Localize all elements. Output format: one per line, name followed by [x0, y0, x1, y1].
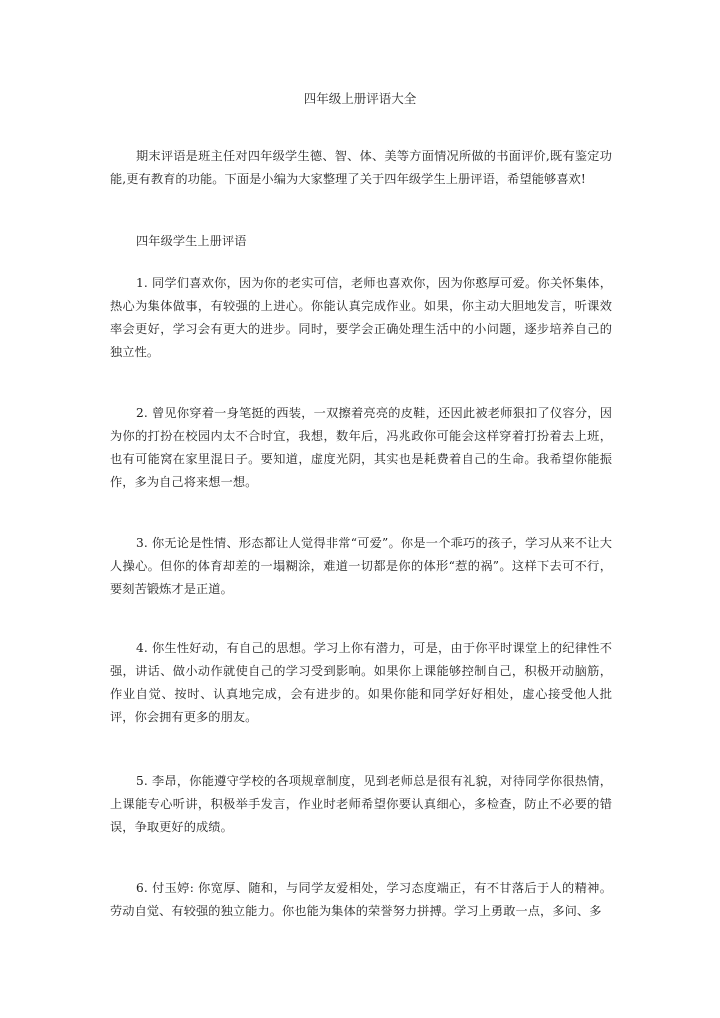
comment-item-3: 3. 你无论是性情、形态都让人觉得非常“可爱”。你是一个乖巧的孩子，学习从来不让大人操心。但你的体育却差的一塌糊涂，难道一切都是你的体形“惹的祸”。这样下去可不行，要刻苦锻炼才是正道。: [110, 536, 612, 596]
intro-paragraph: 期末评语是班主任对四年级学生德、智、体、美等方面情况所做的书面评价,既有鉴定功能,更有教育的功能。下面是小编为大家整理了关于四年级学生上册评语，希望能够喜欢!: [110, 149, 612, 186]
comment-item-5: 5. 李昂，你能遵守学校的各项规章制度，见到老师总是很有礼貌，对待同学你很热情，上课能专心听讲，积极举手发言，作业时老师希望你要认真细心，多检查，防止不必要的错误，争取更好的成绩。: [110, 774, 612, 834]
document-title: 四年级上册评语大全: [303, 91, 417, 106]
comment-item-6: 6. 付玉婷: 你宽厚、随和，与同学友爱相处，学习态度端正，有不甘落后于人的精神。劳动自觉、有较强的独立能力。你也能为集体的荣誉努力拼搏。学习上勇敢一点，多问、多: [110, 881, 612, 918]
section-heading: 四年级学生上册评语: [136, 234, 247, 248]
comment-item-4: 4. 你生性好动，有自己的思想。学习上你有潜力，可是，由于你平时课堂上的纪律性不强，讲话、做小动作就使自己的学习受到影响。如果你上课能够控制自己，积极开动脑筋，作业自觉、按时、认真地完成，会有进步的。如果你能和同学好好相处，虚心接受他人批评，你会拥有更多的朋友。: [110, 641, 612, 724]
comment-item-2: 2. 曾见你穿着一身笔挺的西装，一双擦着亮亮的皮鞋，还因此被老师狠扣了仪容分，因为你的打扮在校园内太不合时宜，我想，数年后，冯兆政你可能会这样穿着打扮着去上班，也有可能窝在家里混日子。要知道，虚度光阴，其实也是耗费着自己的生命。我希望你能振作，多为自己将来想一想。: [110, 406, 612, 489]
comment-item-1: 1. 同学们喜欢你，因为你的老实可信，老师也喜欢你，因为你憨厚可爱。你关怀集体，热心为集体做事，有较强的上进心。你能认真完成作业。如果，你主动大胆地发言，听课效率会更好，学习会有更大的进步。同时，要学会正确处理生活中的小问题，逐步培养自己的独立性。: [110, 276, 612, 359]
